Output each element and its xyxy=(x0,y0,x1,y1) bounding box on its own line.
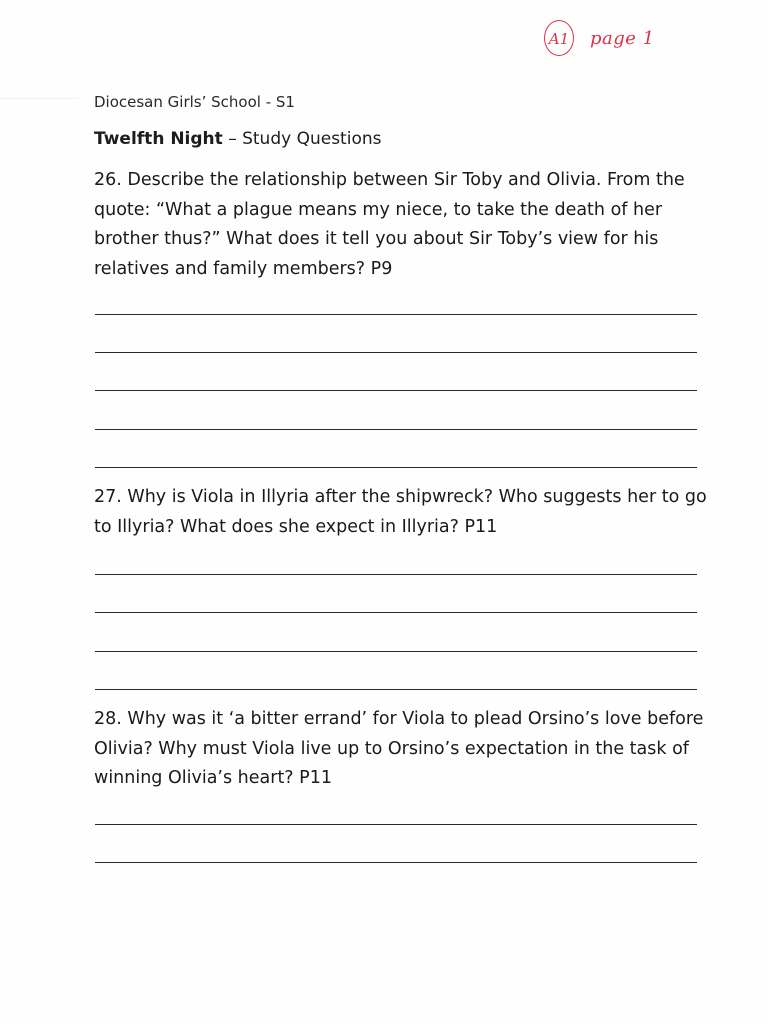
school-name: Diocesan Girls’ School - S1 xyxy=(94,93,295,111)
answer-line[interactable] xyxy=(95,862,697,863)
question-28: 28. Why was it ‘a bitter errand’ for Viola to plead Orsino’s love before Olivia? Why must Viola live up to Orsino’s expectation in the task of winning Olivia’s heart? P11 xyxy=(94,709,704,788)
handwritten-page-number: page 1 xyxy=(590,28,655,49)
scan-artifact-line xyxy=(0,98,78,99)
handwritten-page-annotation xyxy=(544,16,674,66)
answer-line[interactable] xyxy=(95,612,697,613)
question-26: 26. Describe the relationship between Sir Toby and Olivia. From the quote: “What a plague means my niece, to take the death of her brother thus?” What does it tell you about Sir Toby’s view for his relatives and family members? P9 xyxy=(94,170,685,279)
circled-label: A1 xyxy=(544,20,574,56)
answer-line[interactable] xyxy=(95,429,697,430)
answer-line[interactable] xyxy=(95,651,697,652)
answer-line[interactable] xyxy=(95,824,697,825)
question-27: 27. Why is Viola in Illyria after the shipwreck? Who suggests her to go to Illyria? What does she expect in Illyria? P11 xyxy=(94,487,707,537)
answer-line[interactable] xyxy=(95,574,697,575)
answer-line[interactable] xyxy=(95,467,697,468)
worksheet-title xyxy=(94,129,381,149)
title-subtitle: – Study Questions xyxy=(222,129,382,149)
answer-line[interactable] xyxy=(95,689,697,690)
answer-line[interactable] xyxy=(95,390,697,391)
title-play-name: Twelfth Night xyxy=(94,129,223,149)
answer-line[interactable] xyxy=(95,352,697,353)
answer-line[interactable] xyxy=(95,314,697,315)
